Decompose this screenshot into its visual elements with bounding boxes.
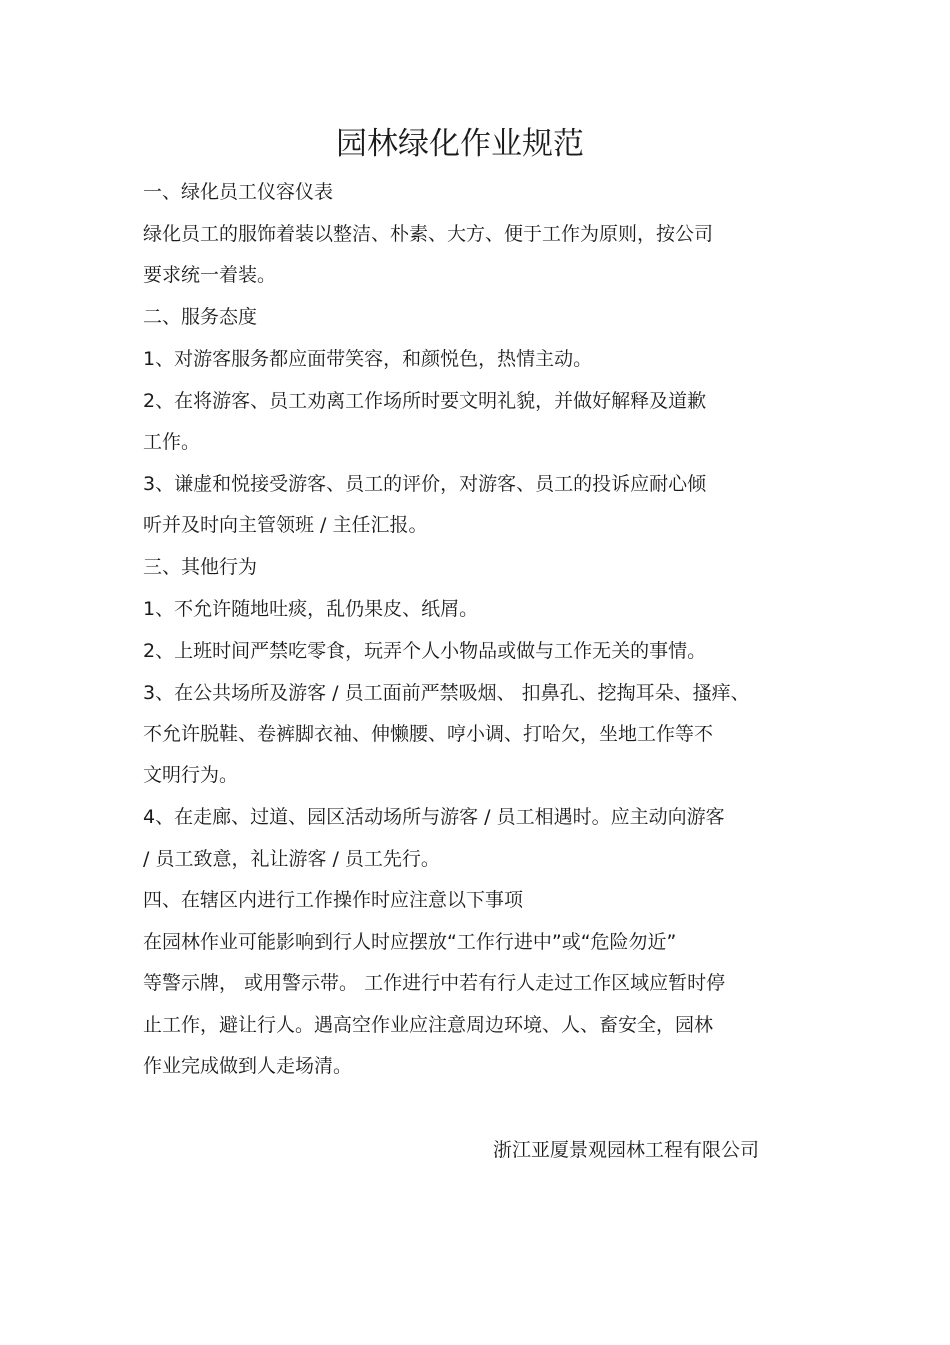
section-3-heading: 三、其他行为 (143, 556, 258, 578)
section-2-item-3-line: 3、谦虚和悦接受游客、员工的评价，对游客、员工的投诉应耐心倾 (143, 473, 707, 495)
section-4-paragraph-line: 等警示牌， 或用警示带。 工作进行中若有行人走过工作区域应暂时停 (143, 972, 726, 994)
section-3-item-1: 1、不允许随地吐痰，乱仍果皮、纸屑。 (143, 598, 479, 620)
section-3-item-2: 2、上班时间严禁吃零食，玩弄个人小物品或做与工作无关的事情。 (143, 640, 707, 662)
company-signature: 浙江亚厦景观园林工程有限公司 (493, 1139, 760, 1161)
section-3-item-3-line: 文明行为。 (143, 764, 239, 786)
section-3-item-3-line: 不允许脱鞋、卷裤脚衣袖、伸懒腰、哼小调、打哈欠，坐地工作等不 (143, 723, 714, 745)
section-2-item-3-line: 听并及时向主管领班 / 主任汇报。 (143, 514, 428, 536)
section-4-paragraph-line: 止工作，避让行人。遇高空作业应注意周边环境、人、畜安全，园林 (143, 1014, 714, 1036)
document-title: 园林绿化作业规范 (336, 126, 584, 162)
section-2-item-2-line: 工作。 (143, 431, 201, 453)
section-2-heading: 二、服务态度 (143, 306, 258, 328)
section-2-item-1: 1、对游客服务都应面带笑容，和颜悦色，热情主动。 (143, 348, 593, 370)
section-1-paragraph-line: 要求统一着装。 (143, 264, 277, 286)
section-1-heading: 一、绿化员工仪容仪表 (143, 181, 334, 203)
section-3-item-4-line: 4、在走廊、过道、园区活动场所与游客 / 员工相遇时。应主动向游客 (143, 806, 725, 828)
section-1-paragraph-line: 绿化员工的服饰着装以整洁、朴素、大方、便于工作为原则，按公司 (143, 223, 714, 245)
section-4-heading: 四、在辖区内进行工作操作时应注意以下事项 (143, 889, 524, 911)
section-3-item-4-line: / 员工致意，礼让游客 / 员工先行。 (143, 848, 440, 870)
section-2-item-2-line: 2、在将游客、员工劝离工作场所时要文明礼貌，并做好解释及道歉 (143, 390, 707, 412)
section-4-paragraph-line: 作业完成做到人走场清。 (143, 1055, 353, 1077)
section-4-paragraph-line: 在园林作业可能影响到行人时应摆放“工作行进中”或“危险勿近” (143, 931, 677, 953)
section-3-item-3-line: 3、在公共场所及游客 / 员工面前严禁吸烟、 扣鼻孔、挖掏耳朵、搔痒、 (143, 682, 750, 704)
